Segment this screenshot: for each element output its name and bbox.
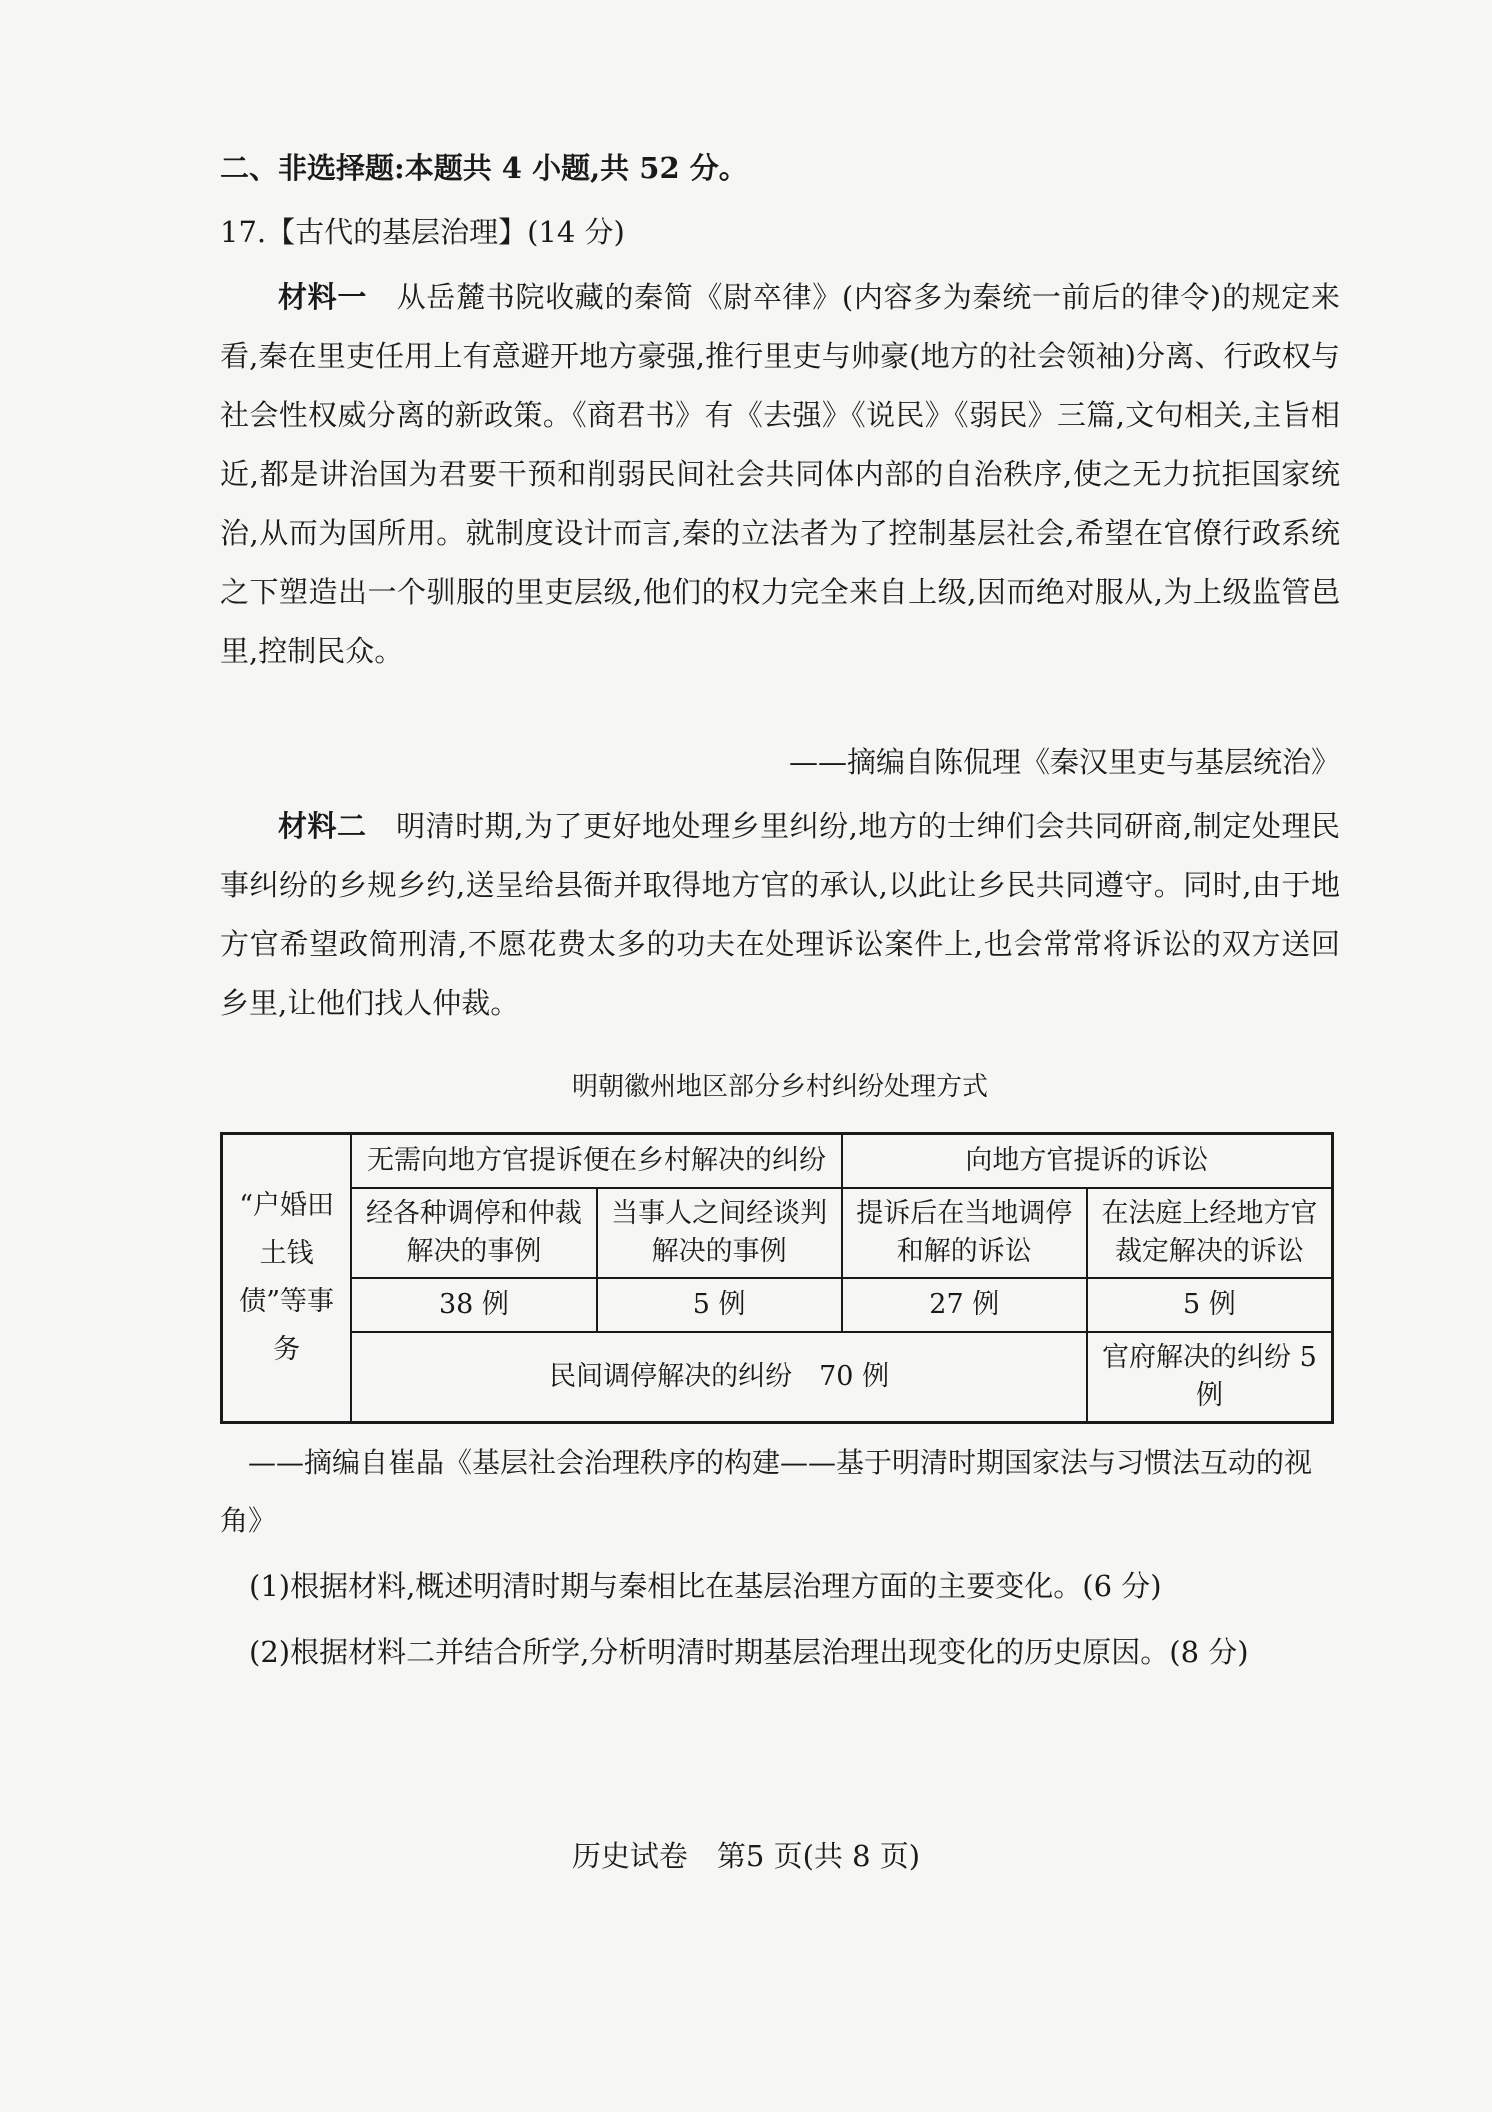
civil-total-cell: 民间调停解决的纠纷 70 例 (351, 1332, 1087, 1423)
dispute-table (220, 1132, 1334, 1424)
table-row (222, 1332, 1333, 1423)
row-header-cell: “户婚田土钱债”等事务 (222, 1134, 352, 1423)
material-two (220, 797, 1340, 1033)
count-cell: 38 例 (351, 1278, 596, 1332)
table-row (222, 1188, 1333, 1278)
material-two-text: 明清时期,为了更好地处理乡里纠纷,地方的士绅们会共同研商,制定处理民事纠纷的乡规乡约,送呈给县衙并取得地方官的承认,以此让乡民共同遵守。同时,由于地方官希望政简刑清,不愿花费太多的功夫在处理诉讼案件上,也会常常将诉讼的双方送回乡里,让他们找人仲裁。 (220, 809, 1340, 1020)
count-cell: 27 例 (842, 1278, 1087, 1332)
sub-header-cell: 提诉后在当地调停和解的诉讼 (842, 1188, 1087, 1278)
sub-header-cell: 在法庭上经地方官裁定解决的诉讼 (1087, 1188, 1333, 1278)
table-row (222, 1278, 1333, 1332)
table-caption: 明朝徽州地区部分乡村纠纷处理方式 (571, 1072, 988, 1102)
material-one-source: ——摘编自陈侃理《秦汉里吏与基层统治》 (788, 745, 1340, 779)
group-header-official: 向地方官提诉的诉讼 (842, 1134, 1333, 1189)
count-cell: 5 例 (1087, 1278, 1333, 1332)
material-one-label: 材料一 (278, 280, 368, 314)
question-two: (2)根据材料二并结合所学,分析明清时期基层治理出现变化的历史原因。(8 分) (249, 1635, 1249, 1669)
material-one (220, 268, 1340, 681)
material-two-label: 材料二 (278, 809, 367, 843)
sub-header-cell: 经各种调停和仲裁解决的事例 (351, 1188, 596, 1278)
official-total-cell: 官府解决的纠纷 5 例 (1087, 1332, 1333, 1423)
sub-header-cell: 当事人之间经谈判解决的事例 (597, 1188, 842, 1278)
table-row (222, 1134, 1333, 1189)
section-heading: 二、非选择题:本题共 4 小题,共 52 分。 (220, 151, 748, 185)
count-cell: 5 例 (597, 1278, 842, 1332)
group-header-rural: 无需向地方官提诉便在乡村解决的纠纷 (351, 1134, 841, 1189)
question-one: (1)根据材料,概述明清时期与秦相比在基层治理方面的主要变化。(6 分) (249, 1569, 1162, 1603)
question-title: 17.【古代的基层治理】(14 分) (220, 215, 625, 249)
page-footer: 历史试卷 第5 页(共 8 页) (571, 1839, 921, 1873)
material-one-text: 从岳麓书院收藏的秦简《尉卒律》(内容多为秦统一前后的律令)的规定来看,秦在里吏任用上有意避开地方豪强,推行里吏与帅豪(地方的社会领袖)分离、行政权与社会性权威分离的新政策。《商君书》有《去强》《说民》《弱民》三篇,文句相关,主旨相近,都是讲治国为君要干预和削弱民间社会共同体内部的自治秩序,使之无力抗拒国家统治,从而为国所用。就制度设计而言,秦的立法者为了控制基层社会,希望在官僚行政系统之下塑造出一个驯服的里吏层级,他们的权力完全来自上级,因而绝对服从,为上级监管邑里,控制民众。 (220, 280, 1340, 668)
table-source: ——摘编自崔晶《基层社会治理秩序的构建——基于明清时期国家法与习惯法互动的视角》 (220, 1446, 1313, 1537)
